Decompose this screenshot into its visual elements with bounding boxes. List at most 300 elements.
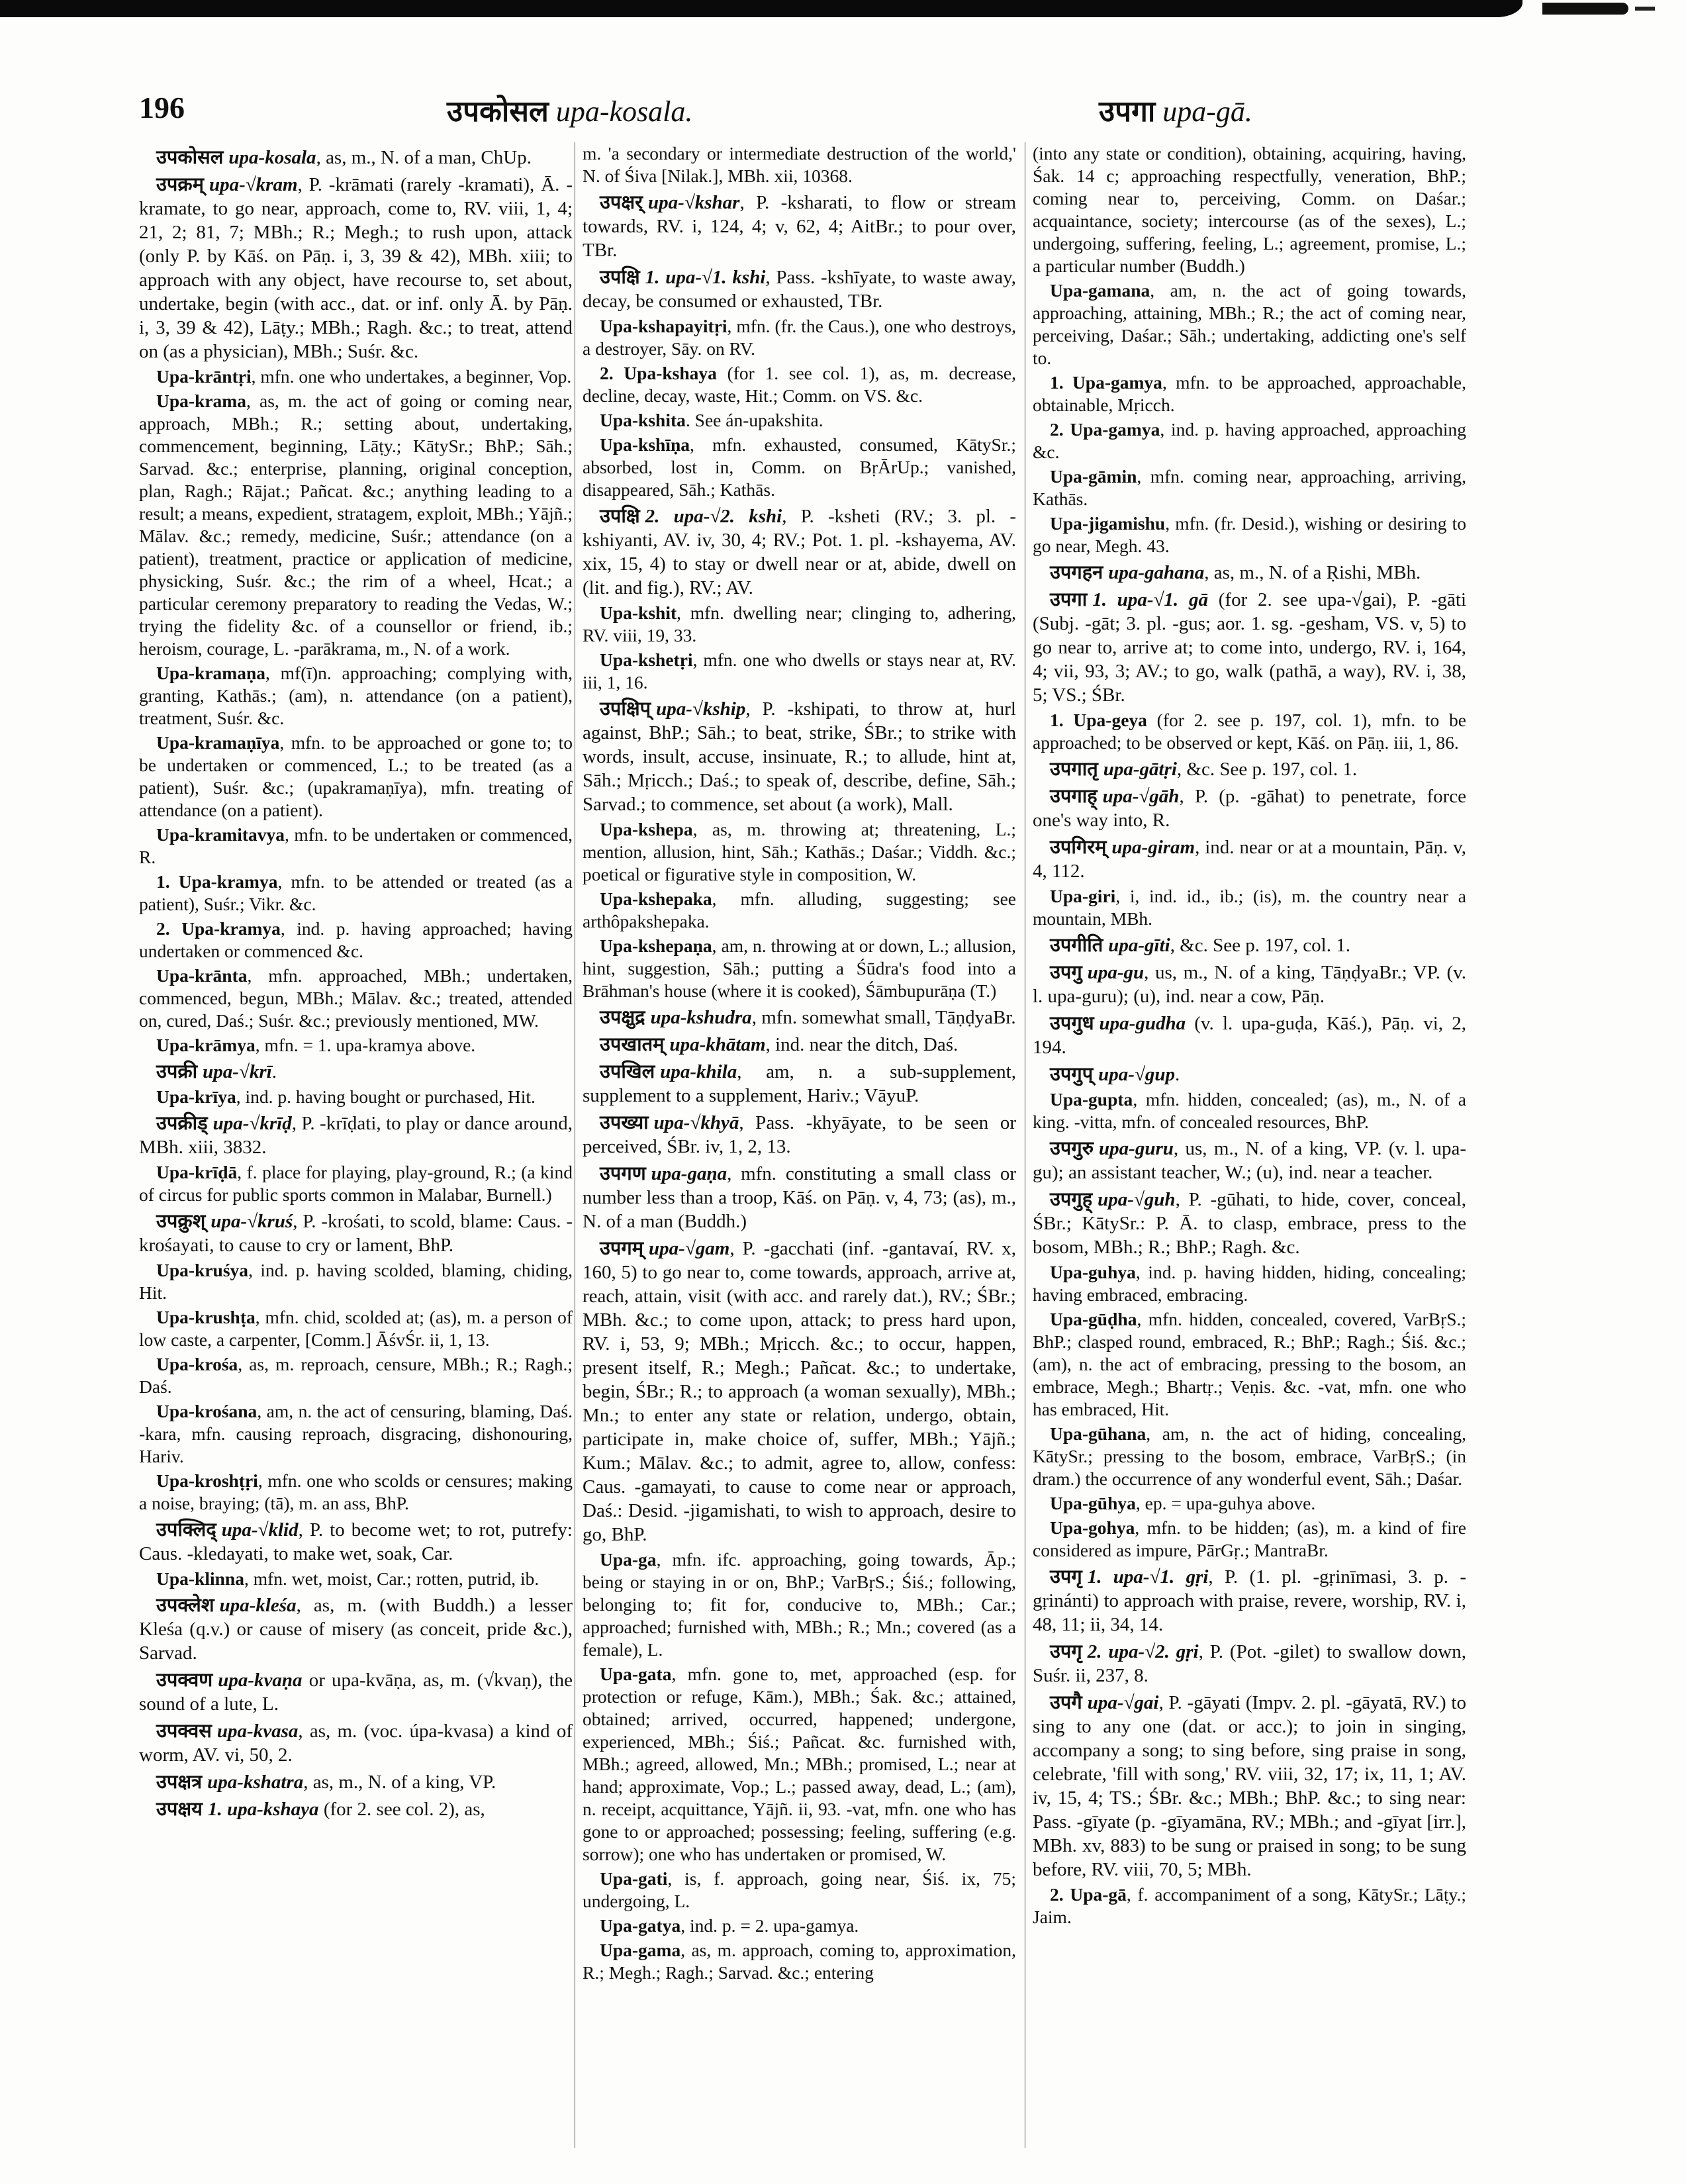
entry-headword xyxy=(156,1595,297,1616)
dictionary-column-1 xyxy=(139,142,573,2155)
entry-definition: , mf(ī)n. approaching; complying with, granting, Kathās.; (am), n. attendance (on a patient), treatment, Suśr. &c. xyxy=(139,663,573,728)
headword-devanagari: उपगिरम् xyxy=(1050,835,1107,858)
entry-headword xyxy=(1050,935,1170,956)
entry-headword xyxy=(156,1721,298,1742)
entry-definition: , f. place for playing, play-ground, R.; (a kind of circus for public sports common in Malabar, Burnell.) xyxy=(139,1162,573,1205)
entry-headword xyxy=(600,192,739,213)
entry-headword xyxy=(1050,562,1204,583)
headword-devanagari: उपक्रीड् xyxy=(156,1112,208,1134)
sub-entry xyxy=(1033,512,1466,557)
entry-definition: , mfn. wet, moist, Car.; rotten, putrid, ib. xyxy=(244,1568,539,1589)
entry-headword xyxy=(1050,1641,1199,1662)
entry-definition: , P. -ksharati, to flow or stream towards, RV. i, 124, 4; v, 62, 4; AitBr.; to pour over, TBr. xyxy=(583,192,1016,261)
entry-headword: Upa-krośa xyxy=(156,1354,238,1374)
main-entry xyxy=(139,172,573,363)
entry-definition: , mfn. (fr. the Caus.), one who destroys, a destroyer, Sāy. on RV. xyxy=(583,316,1016,359)
headword-devanagari: उपगृ xyxy=(1050,1565,1082,1588)
entry-definition: , P. (Pot. -gilet) to swallow down, Suśr. ii, 237, 8. xyxy=(1033,1641,1466,1686)
headword-latin: upa-guru xyxy=(1099,1138,1174,1159)
entry-headword: Upa-gupta xyxy=(1050,1089,1133,1110)
headword-latin: upa-kleśa xyxy=(219,1595,297,1616)
sub-entry xyxy=(139,365,573,388)
sub-entry xyxy=(1033,371,1466,416)
entry-definition: , as, m., N. of a king, VP. xyxy=(303,1772,496,1793)
headword-latin: upa-khātam xyxy=(669,1034,766,1055)
entry-headword xyxy=(1050,1138,1174,1159)
headword-latin: upa-giram xyxy=(1111,837,1195,858)
entry-definition: , P. -krīḍati, to play or dance around, MBh. xiii, 3832. xyxy=(139,1113,573,1158)
entry-definition: , is, f. approach, going near, Śiś. ix, 75; undergoing, L. xyxy=(583,1868,1016,1911)
scan-edge-shadow xyxy=(0,0,1522,17)
headword-devanagari: उपक्षिप् xyxy=(600,697,651,720)
headword-devanagari: उपक्लिद् xyxy=(156,1518,216,1541)
entry-headword xyxy=(156,1670,303,1691)
headword-devanagari: उपक्लेश xyxy=(156,1593,214,1616)
entry-definition: (for 2. see p. 197, col. 1), mfn. to be approached; to be observed or kept, Kāś. on Pāṇ. iii, 1, 86. xyxy=(1033,710,1466,753)
entry-headword: Upa-kshepaka xyxy=(600,888,712,909)
headword-devanagari: उपगा xyxy=(1050,588,1088,610)
page-header xyxy=(139,85,1542,131)
headword-latin: 2. upa-√2. gṛi xyxy=(1087,1641,1199,1662)
entry-headword: 1. Upa-gamya xyxy=(1050,372,1162,393)
sub-entry xyxy=(583,888,1016,933)
main-entry xyxy=(139,1517,573,1566)
headword-devanagari: उपगै xyxy=(1050,1691,1082,1713)
entry-definition: , am, n. the act of hiding, concealing, KātySr.; pressing to the bosom, embrace, VarBṛS.; (in dram.) the occurrence of any wonderful event, Sāh.; Daśar. xyxy=(1033,1423,1466,1489)
headword-latin: upa-khila xyxy=(660,1061,737,1082)
main-entry xyxy=(583,1110,1016,1159)
entry-headword: Upa-kramaṇīya xyxy=(156,732,280,753)
entry-definition: (for 2. see col. 2), as, xyxy=(318,1799,485,1820)
headword-latin: upa-√kship xyxy=(656,698,746,720)
headword-latin: upa-√kram xyxy=(209,174,298,195)
sub-entry xyxy=(583,1548,1016,1661)
sub-entry xyxy=(583,649,1016,694)
running-head-right-latin: upa-gā. xyxy=(1162,95,1252,128)
headword-latin: upa-gudha xyxy=(1099,1013,1186,1034)
entry-headword xyxy=(600,1061,737,1082)
entry-headword: Upa-giri xyxy=(1050,886,1116,906)
entry-headword xyxy=(1050,1189,1176,1210)
headword-devanagari: उपगम् xyxy=(600,1237,644,1259)
entry-headword: Upa-ga xyxy=(600,1549,657,1570)
headword-latin: upa-gahana xyxy=(1108,562,1205,583)
sub-entry xyxy=(139,1086,573,1108)
main-entry xyxy=(139,1770,573,1794)
entry-headword: Upa-kshita xyxy=(600,410,686,430)
main-entry xyxy=(583,696,1016,816)
entry-headword xyxy=(1050,1013,1186,1034)
entry-definition: , as, m. approach, coming to, approximation, R.; Megh.; Ragh.; Sarvad. &c.; entering xyxy=(583,1940,1016,1983)
entry-definition: , mfn. to be undertaken or commenced, R. xyxy=(139,824,573,867)
headword-latin: upa-√klid xyxy=(221,1519,299,1541)
entry-definition: , am, n. a sub-supplement, supplement to a supplement, Hariv.; VāyuP. xyxy=(583,1061,1016,1106)
entry-definition: , mfn. ifc. approaching, going towards, Āp.; being or staying in or on, BhP.; VarBṛS.; Śiś.; following, belonging to; fit for, conducive to, MBh.; Car.; approached; furnished with, MBh.; R.; Mn.; covered (as a female), L. xyxy=(583,1549,1016,1660)
headword-devanagari: उपक्षर् xyxy=(600,191,643,213)
sub-entry xyxy=(139,824,573,869)
entry-definition: , mfn. dwelling near; clinging to, adhering, RV. viii, 19, 33. xyxy=(583,602,1016,645)
entry-definition: , P. -krāmati (rarely -kramati), Ā. -kramate, to go near, approach, come to, RV. viii, 1, 4; 21, 2; 81, 7; MBh.; R.; Megh.; to rush upon, attack (only P. by Kāś. on Pāṇ. i, 3, 39 & 42), MBh. xiii; to approach with any object, have recourse to, set about, undertake, begin (with acc., dat. or inf. only Ā. by Pāṇ. i, 3, 39 & 42), Lāṭy.; MBh.; Ragh. &c.; to treat, attend on (as a physician), MBh.; Suśr. &c. xyxy=(139,174,573,362)
entry-definition: , mfn. = 1. upa-kramya above. xyxy=(255,1035,476,1055)
entry-headword: Upa-kshapayitṛi xyxy=(600,316,727,336)
entry-definition: , ind. p. having approached, approaching &c. xyxy=(1033,419,1466,462)
sub-entry xyxy=(583,362,1016,407)
entry-headword xyxy=(156,174,298,195)
headword-devanagari: उपख्या xyxy=(600,1111,649,1133)
sub-entry xyxy=(139,1161,573,1206)
headword-latin: upa-gaṇa xyxy=(651,1163,727,1184)
entry-definition: , mfn. constituting a small class or number less than a troop, Kāś. on Pāṇ. v, 4, 73; (as), m., N. of a man (Buddh.) xyxy=(583,1163,1016,1232)
entry-definition: , P. -gāyati (Impv. 2. pl. -gāyatā, RV.) to sing to any one (dat. or acc.); to join in singing, accompany a song; to sing before, sing praise in song, celebrate, 'fill with song,' RV. viii, 32, 17; ix, 11, 1; AV. iv, 15, 4; TS.; ŚBr. &c.; MBh.; BhP. &c.; to sing near: Pass. -gīyate (p. -gīyamāna, RV.; MBh.; and -gīyat [irr.], MBh. xv, 883) to be sung or praised in song; to be sung before, RV. viii, 70, 5; MBh. xyxy=(1033,1692,1466,1880)
entry-headword: Upa-kramaṇa xyxy=(156,663,266,683)
main-entry xyxy=(583,1236,1016,1546)
scan-edge-mark xyxy=(1542,3,1628,15)
entry-headword: Upa-gatya xyxy=(600,1915,681,1936)
sub-entry xyxy=(139,1034,573,1057)
sub-entry xyxy=(139,1353,573,1398)
entry-definition: , mfn. somewhat small, TāṇḍyaBr. xyxy=(751,1007,1016,1028)
entry-headword xyxy=(600,1034,766,1055)
entry-definition: , Pass. -khyāyate, to be seen or perceived, ŚBr. iv, 1, 2, 13. xyxy=(583,1112,1016,1157)
main-entry xyxy=(1033,1187,1466,1259)
sub-entry xyxy=(583,1939,1016,1984)
entry-headword xyxy=(1050,1064,1175,1085)
entry-headword: Upa-klinna xyxy=(156,1568,244,1589)
main-entry xyxy=(1033,1564,1466,1637)
sub-entry xyxy=(139,1306,573,1351)
entry-headword xyxy=(156,1211,293,1232)
sub-entry xyxy=(1033,709,1466,754)
entry-definition: , as, m., N. of a man, ChUp. xyxy=(316,147,532,168)
headword-latin: upa-gīti xyxy=(1108,935,1170,956)
entry-headword xyxy=(156,1061,272,1082)
entry-headword: Upa-gāmin xyxy=(1050,466,1137,487)
entry-definition: m. 'a secondary or intermediate destruction of the world,' N. of Śiva [Nilak.], MBh. xii, 10368. xyxy=(583,143,1016,186)
entry-definition: , P. -gacchati (inf. -gantavaí, RV. x, 160, 5) to go near to, come towards, approach, arrive at, reach, attain, visit (with acc. and rarely dat.), RV.; ŚBr.; MBh. &c.; to come upon, attack; to press hard upon, RV. i, 53, 9; MBh.; Mṛicch. &c.; to occur, happen, present itself, R.; Megh.; Pañcat. &c.; to undertake, begin, ŚBr.; R.; to approach (a woman sexually), MBh.; Mn.; to enter any state or relation, undergo, obtain, participate in, make choice of, suffer, MBh.; Yājñ.; Kum.; Mālav. &c.; to admit, agree to, allow, confess: Caus. -gamayati, to cause to come near or approach, Daś.: Desid. -jigamishati, to wish to approach, desire to go, BhP. xyxy=(583,1238,1016,1545)
entry-headword: 1. Upa-kramya xyxy=(156,871,278,892)
entry-definition: , as, m., N. of a Ṛishi, MBh. xyxy=(1204,562,1421,583)
entry-definition: . See án-upakshita. xyxy=(685,410,823,430)
sub-entry xyxy=(1033,465,1466,510)
headword-latin: upa-gu xyxy=(1087,962,1145,983)
entry-headword xyxy=(156,1799,319,1820)
entry-definition: , ind. p. having scolded, blaming, chiding, Hit. xyxy=(139,1260,573,1303)
main-entry xyxy=(139,1059,573,1084)
sub-entry xyxy=(1033,1492,1466,1515)
entry-definition: , am, n. the act of going towards, approaching, attaining, MBh.; R.; the act of coming near, perceiving, Daśar.; Sāh.; undertaking, addicting one's self to. xyxy=(1033,280,1466,368)
entry-headword: Upa-kshepa xyxy=(600,819,693,839)
entry-headword: 2. Upa-gamya xyxy=(1050,419,1160,440)
sub-entry xyxy=(583,434,1016,501)
entry-headword xyxy=(1050,759,1177,780)
entry-headword xyxy=(1050,837,1195,858)
headword-devanagari: उपगुप् xyxy=(1050,1063,1094,1085)
entry-headword: Upa-jigamishu xyxy=(1050,513,1166,534)
entry-headword: Upa-krīya xyxy=(156,1086,236,1107)
headword-latin: upa-kosala xyxy=(228,147,316,168)
entry-definition: , i, ind. id., ib.; (is), m. the country near a mountain, MBh. xyxy=(1033,886,1466,929)
headword-latin: upa-√gam xyxy=(649,1238,730,1259)
entry-headword: Upa-krushṭa xyxy=(156,1307,256,1327)
sub-entry xyxy=(583,315,1016,360)
entry-definition: . xyxy=(1175,1064,1180,1085)
headword-devanagari: उपखिल xyxy=(600,1060,655,1082)
sub-entry xyxy=(583,409,1016,432)
entry-definition: , P. -kshipati, to throw at, hurl against, BhP.; Sāh.; to beat, strike, ŚBr.; to strike with words, insult, accuse, insinuate, R.; to allude, hint at, Sāh.; Mṛicch.; Daś.; to speak of, describe, define, Sāh.; Sarvad.; to commence, set about (a work), Mall. xyxy=(583,698,1016,815)
running-head-right xyxy=(1099,90,1252,130)
entry-headword: Upa-kshit xyxy=(600,602,677,623)
entry-definition: , as, m. (voc. úpa-kvasa) a kind of worm, AV. vi, 50, 2. xyxy=(139,1721,573,1766)
entry-headword xyxy=(600,1007,752,1028)
entry-definition: or upa-kvāṇa, as, m. (√kvaṇ), the sound of a lute, L. xyxy=(139,1670,573,1715)
headword-devanagari: उपक्षत्र xyxy=(156,1770,203,1793)
entry-definition: , mfn. chid, scolded at; (as), m. a person of low caste, a carpenter, [Comm.] ĀśvŚr. ii, 1, 13. xyxy=(139,1307,573,1350)
entry-headword: Upa-kshetṛi xyxy=(600,649,693,670)
headword-devanagari: उपक्वण xyxy=(156,1668,213,1691)
main-entry xyxy=(139,145,573,169)
entry-headword xyxy=(600,1238,729,1259)
entry-headword xyxy=(600,267,765,288)
headword-devanagari: उपगुह् xyxy=(1050,1188,1093,1210)
entry-headword: Upa-gati xyxy=(600,1868,668,1889)
entry-headword xyxy=(1050,1566,1208,1588)
main-entry xyxy=(139,1668,573,1716)
headword-latin: upa-kvaṇa xyxy=(218,1670,303,1691)
entry-headword: 1. Upa-geya xyxy=(1050,710,1147,730)
main-entry xyxy=(583,265,1016,313)
main-entry xyxy=(1033,835,1466,883)
sub-entry xyxy=(583,1915,1016,1937)
entry-headword xyxy=(156,147,316,168)
dictionary-column-3 xyxy=(1033,142,1466,2155)
entry-definition: , &c. See p. 197, col. 1. xyxy=(1176,759,1358,780)
entry-headword: Upa-gūhya xyxy=(1050,1493,1136,1513)
headword-devanagari: उपक्रुश् xyxy=(156,1210,206,1232)
entry-definition: , P. (p. -gāhat) to penetrate, force one's way into, R. xyxy=(1033,786,1466,831)
sub-entry xyxy=(1033,1517,1466,1562)
entry-definition: , mfn. one who scolds or censures; making a noise, braying; (tā), m. an ass, BhP. xyxy=(139,1470,573,1513)
entry-headword: Upa-krama xyxy=(156,391,246,411)
sub-entry xyxy=(139,965,573,1032)
entry-definition: , ep. = upa-guhya above. xyxy=(1135,1493,1316,1513)
main-entry xyxy=(1033,784,1466,832)
entry-definition: , P. -ksheti (RV.; 3. pl. -kshiyanti, AV. iv, 30, 4; RV.; Pot. 1. pl. -kshayema, AV. xix, 15, 4) to stay or dwell near or at, abide, dwell on (lit. and fig.), RV.; AV. xyxy=(583,506,1016,598)
entry-definition: . xyxy=(271,1061,277,1082)
entry-definition: , am, n. throwing at or down, L.; allusion, hint, suggestion, Sāh.; putting a Śūdra's food into a Brāhman's house (where it is cooked), Śāmbupurāṇa (T.) xyxy=(583,935,1016,1001)
entry-headword: 2. Upa-kramya xyxy=(156,918,281,939)
headword-devanagari: उपक्रम् xyxy=(156,173,204,195)
main-entry xyxy=(1033,560,1466,585)
headword-devanagari: उपगुध xyxy=(1050,1012,1094,1034)
sub-entry xyxy=(139,918,573,963)
sub-entry xyxy=(139,662,573,730)
entry-definition: , ind. near the ditch, Daś. xyxy=(765,1034,959,1055)
entry-headword: 2. Upa-kshaya xyxy=(600,363,717,383)
main-entry xyxy=(139,1719,573,1767)
main-entry xyxy=(583,1161,1016,1233)
main-entry xyxy=(1033,757,1466,781)
headword-latin: upa-gātṛi xyxy=(1103,759,1177,780)
main-entry xyxy=(583,1059,1016,1108)
sub-entry xyxy=(1033,418,1466,463)
entry-headword xyxy=(1050,1692,1158,1713)
entry-definition: , mfn. to be approached or gone to; to be undertaken or commenced, L.; to be treated (as a patient), Suśr. &c.; (upakramaṇīya), mfn. treating of attendance (on a patient). xyxy=(139,732,573,820)
entry-definition: , ind. p. having bought or purchased, Hit. xyxy=(236,1086,536,1107)
entry-definition: , &c. See p. 197, col. 1. xyxy=(1170,935,1350,956)
entry-definition: , Pass. -kshīyate, to waste away, decay, be consumed or exhausted, TBr. xyxy=(583,267,1016,312)
main-entry xyxy=(1033,1639,1466,1687)
headword-latin: 1. upa-√1. gṛi xyxy=(1087,1566,1209,1588)
main-entry xyxy=(1033,933,1466,957)
headword-devanagari: उपखातम् xyxy=(600,1033,665,1055)
sub-entry xyxy=(139,1259,573,1304)
entry-headword: Upa-gūḍha xyxy=(1050,1309,1137,1329)
entry-definition: , P. -gūhati, to hide, cover, conceal, ŚBr.; KātySr.: P. Ā. to clasp, embrace, press to the bosom, MBh.; R.; BhP.; Ragh. &c. xyxy=(1033,1189,1466,1258)
entry-definition: , mfn. hidden, concealed, covered, VarBṛS.; BhP.; clasped round, embraced, R.; BhP.; Ragh.; Śiś. &c.; (am), n. the act of embracing, pressing to the bosom, an embrace, Megh.; Bhartṛ.; Veṇis. &c. -vat, mfn. one who has embraced, Hit. xyxy=(1033,1309,1466,1419)
entry-definition: , as, m. throwing at; threatening, L.; mention, allusion, hint, Sāh.; Kathās.; Daśar.; Viddh. &c.; poetical or figurative style in composition, W. xyxy=(583,819,1016,884)
sub-entry xyxy=(583,818,1016,886)
entry-headword xyxy=(156,1772,303,1793)
entry-definition: , ind. p. having approached; having undertaken or commenced &c. xyxy=(139,918,573,961)
sub-entry xyxy=(1033,1308,1466,1421)
sub-entry xyxy=(583,935,1016,1002)
main-entry xyxy=(1033,1690,1466,1881)
entry-headword xyxy=(1050,962,1144,983)
main-entry xyxy=(1033,960,1466,1008)
headword-devanagari: उपगाह् xyxy=(1050,784,1098,807)
headword-devanagari: उपक्वस xyxy=(156,1719,212,1742)
headword-devanagari: उपक्री xyxy=(156,1060,198,1082)
entry-definition: , mfn. to be attended or treated (as a patient), Suśr.; Vikr. &c. xyxy=(139,871,573,914)
entry-headword: Upa-gohya xyxy=(1050,1517,1135,1538)
headword-devanagari: उपगातृ xyxy=(1050,757,1098,780)
entry-definition: (v. l. upa-guḍa, Kāś.), Pāṇ. vi, 2, 194. xyxy=(1033,1013,1466,1058)
headword-devanagari: उपगण xyxy=(600,1162,646,1184)
main-entry xyxy=(139,1593,573,1665)
headword-devanagari: उपगुरु xyxy=(1050,1137,1094,1159)
entry-headword xyxy=(1050,786,1179,807)
sub-entry xyxy=(583,1663,1016,1866)
headword-latin: upa-√khyā xyxy=(653,1112,739,1133)
main-entry xyxy=(1033,1011,1466,1059)
entry-headword: Upa-gata xyxy=(600,1664,672,1684)
running-head-left-devanagari: उपकोसल xyxy=(447,95,549,128)
entry-definition: , as, m. (with Buddh.) a lesser Kleśa (q.v.) or cause of misery (as conceit, pride &c.), Sarvad. xyxy=(139,1595,573,1664)
headword-devanagari: उपक्षय xyxy=(156,1797,203,1820)
running-head-left xyxy=(447,90,692,130)
main-entry xyxy=(583,190,1016,262)
entry-headword: Upa-kshepaṇa xyxy=(600,935,712,956)
running-head-left-latin: upa-kosala. xyxy=(555,95,693,128)
headword-latin: 2. upa-√2. kshi xyxy=(645,506,782,527)
dictionary-column-2 xyxy=(583,142,1016,2155)
sub-entry xyxy=(139,390,573,660)
entry-definition: (for 1. see col. 1), as, m. decrease, decline, decay, waste, Hit.; Comm. on VS. &c. xyxy=(583,363,1016,406)
entry-definition: , am, n. the act of censuring, blaming, Daś. -kara, mfn. causing reproach, disgracing, dishonouring, Hariv. xyxy=(139,1401,573,1466)
sub-entry xyxy=(1033,1423,1466,1490)
headword-devanagari: उपगु xyxy=(1050,961,1082,983)
entry-headword xyxy=(600,506,782,527)
main-entry xyxy=(1033,1062,1466,1086)
entry-definition: , mfn. one who dwells or stays near at, RV. iii, 1, 16. xyxy=(583,649,1016,692)
entry-definition: , mfn. (fr. Desid.), wishing or desiring to go near, Megh. 43. xyxy=(1033,513,1466,556)
main-entry xyxy=(139,1797,573,1821)
entry-headword: Upa-kramitavya xyxy=(156,824,285,845)
main-entry xyxy=(1033,587,1466,707)
entry-definition: , P. (1. pl. -gṛinīmasi, 3. p. -gṛinánti) to approach with praise, revere, worship, RV. i, 48, 11; ii, 34, 14. xyxy=(1033,1566,1466,1635)
page-number: 196 xyxy=(139,91,185,124)
headword-latin: upa-kshatra xyxy=(207,1772,304,1793)
headword-devanagari: उपक्षि xyxy=(600,504,640,527)
headword-devanagari: उपगृ xyxy=(1050,1640,1082,1662)
headword-latin: 1. upa-√1. gā xyxy=(1092,589,1208,610)
headword-latin: upa-√gai xyxy=(1087,1692,1159,1713)
entry-definition: , ind. p. having hidden, hiding, concealing; having embraced, embracing. xyxy=(1033,1262,1466,1305)
headword-latin: upa-√gup xyxy=(1098,1064,1176,1085)
headword-devanagari: उपकोसल xyxy=(156,146,224,168)
headword-latin: 1. upa-√1. kshi xyxy=(645,267,766,288)
main-entry xyxy=(583,1032,1016,1057)
entry-headword: 2. Upa-gā xyxy=(1050,1884,1127,1905)
entry-definition: , us, m., N. of a king, VP. (v. l. upa-gu); an assistant teacher, W.; (u), ind. near a teacher. xyxy=(1033,1138,1466,1183)
sub-entry xyxy=(139,732,573,822)
entry-definition: , f. accompaniment of a song, KātySr.; Lāṭy.; Jaim. xyxy=(1033,1884,1466,1927)
entry-headword: Upa-gama xyxy=(600,1940,681,1960)
entry-definition: , us, m., N. of a king, TāṇḍyaBr.; VP. (v. l. upa-guru); (u), ind. near a cow, Pāṇ. xyxy=(1033,962,1466,1007)
entry-definition: , P. -krośati, to scold, blame: Caus. -krośayati, to cause to cry or lament, BhP. xyxy=(139,1211,573,1256)
entry-headword xyxy=(156,1113,292,1134)
headword-devanagari: उपक्षि xyxy=(600,265,640,288)
sub-entry xyxy=(1033,885,1466,930)
headword-devanagari: उपक्षुद्र xyxy=(600,1006,645,1028)
entry-definition: (into any state or condition), obtaining, acquiring, having, Śak. 14 c; approaching respectfully, veneration, BhP.; coming near to, perceiving, Comm. on Daśar.; acquaintance, society; intercourse (as of the sexes), L.; undergoing, suffering, feeling, L.; agreement, promise, L.; a particular number (Buddh.) xyxy=(1033,143,1466,276)
running-head-right-devanagari: उपगा xyxy=(1099,95,1156,128)
entry-headword xyxy=(600,1112,739,1133)
sub-entry xyxy=(1033,1088,1466,1133)
sub-entry xyxy=(1033,1883,1466,1928)
main-entry xyxy=(583,1005,1016,1029)
headword-latin: upa-kvasa xyxy=(216,1721,299,1742)
sub-entry xyxy=(139,871,573,916)
entry-headword: Upa-kshīṇa xyxy=(600,434,690,455)
scan-edge-mark-small xyxy=(1635,7,1655,11)
headword-devanagari: उपगीति xyxy=(1050,933,1103,956)
entry-headword xyxy=(1050,589,1208,610)
entry-definition: , mfn. gone to, met, approached (esp. for protection or refuge, Kām.), MBh.; Śak. &c.; attained, obtained; arrived, occurred, happened; undergone, experienced, MBh.; Śiś.; Pañcat. &c. furnished with, MBh.; agreed, allowed, Mn.; MBh.; promised, L.; near at hand; approximate, Vop.; L.; passed away, dead, L.; (am), n. receipt, acquittance, Yājñ. ii, 93. -vat, mfn. one who has gone to or approached; possessing; feeling, suffering (e.g. sorrow); one who has undertaken or promised, W. xyxy=(583,1664,1016,1864)
sub-entry xyxy=(139,1400,573,1468)
sub-entry xyxy=(583,1868,1016,1913)
sub-entry xyxy=(1033,279,1466,369)
entry-headword: Upa-gūhana xyxy=(1050,1423,1147,1444)
entry-headword xyxy=(156,1519,299,1541)
headword-latin: upa-kshudra xyxy=(650,1007,752,1028)
headword-latin: 1. upa-kshaya xyxy=(207,1799,319,1820)
entry-definition: , ind. p. = 2. upa-gamya. xyxy=(680,1915,859,1936)
sub-entry xyxy=(1033,142,1466,277)
entry-headword: Upa-krānta xyxy=(156,965,248,986)
entry-definition: , mfn. hidden, concealed; (as), m., N. of a king. -vitta, mfn. of concealed resources, BhP. xyxy=(1033,1089,1466,1132)
entry-definition: , ind. near or at a mountain, Pāṇ. v, 4, 112. xyxy=(1033,837,1466,882)
sub-entry xyxy=(583,142,1016,187)
sub-entry xyxy=(583,602,1016,647)
main-entry xyxy=(1033,1136,1466,1184)
entry-headword: Upa-kroshṭṛi xyxy=(156,1470,258,1491)
entry-headword: Upa-krīḍā xyxy=(156,1162,238,1182)
headword-devanagari: उपगहन xyxy=(1050,561,1103,583)
entry-definition: (for 2. see upa-√gai), P. -gāti (Subj. -gāt; 3. pl. -gus; aor. 1. sg. -gesham, VS. v, 5) to go near to, arrive at; to come into, undergo, RV. i, 164, 4; vii, 93, 3; AV.; to go, walk (pathā, a way), RV. i, 38, 5; VS.; ŚBr. xyxy=(1033,589,1466,706)
sub-entry xyxy=(139,1470,573,1515)
headword-latin: upa-√kruś xyxy=(211,1211,293,1232)
